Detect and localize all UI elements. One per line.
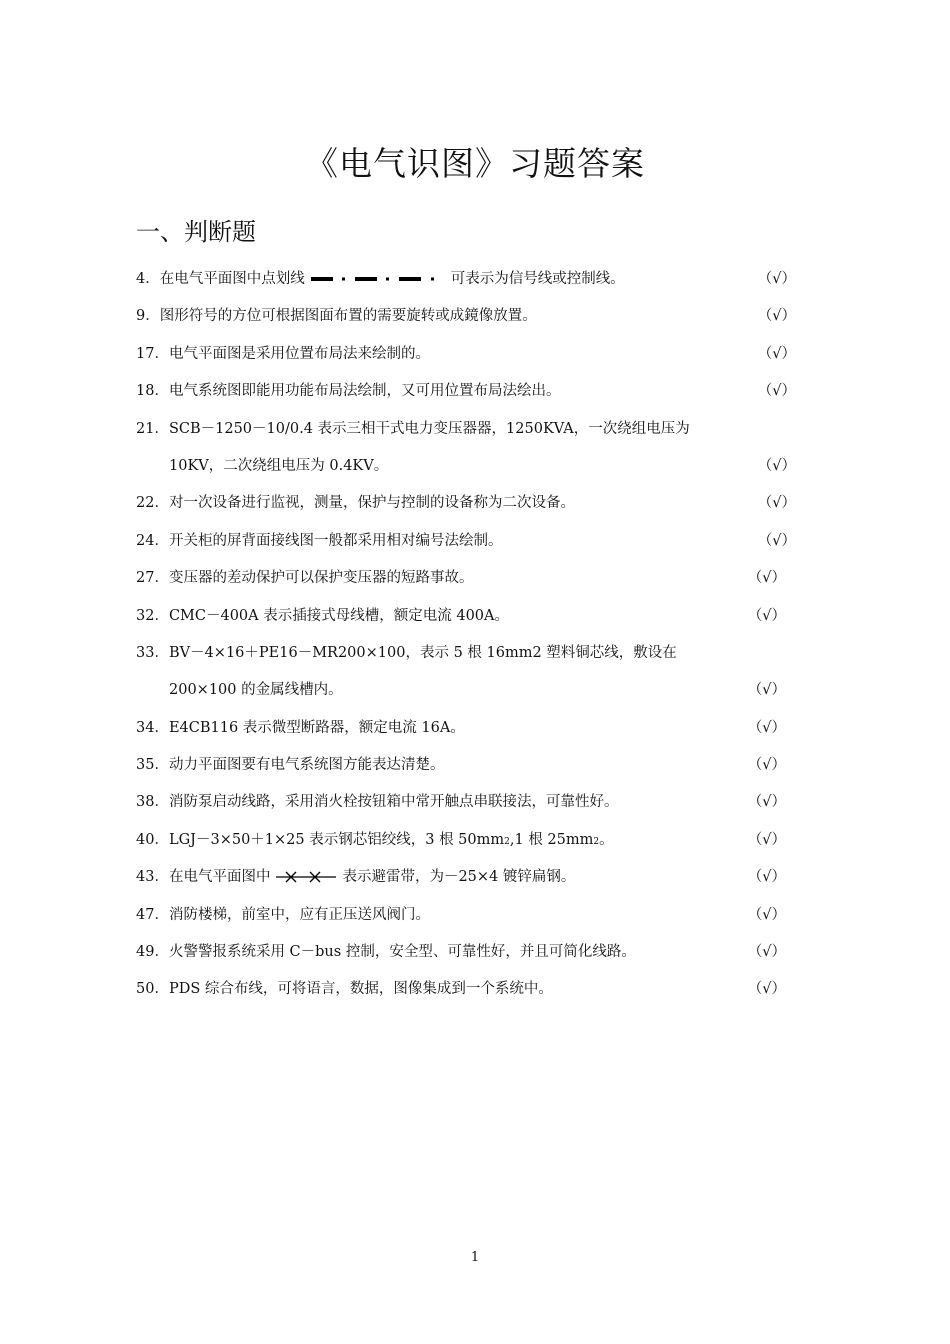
answer-mark: （√） — [747, 757, 786, 774]
answer-mark: （√） — [757, 271, 796, 287]
page-number: 1 — [470, 1250, 480, 1265]
question-49: 49．火警警报系统采用 C－bus 控制，安全型、可靠性好，并且可简化线路。 （√） — [136, 938, 796, 975]
question-21: 21．SCB－1250－10/0.4 表示三相干式电力变压器器，1250KVA，一次绕组电压为 — [136, 420, 690, 437]
answer-mark: （√） — [747, 570, 786, 587]
question-32: 32．CMC－400A 表示插接式母线槽，额定电流 400A。 （√） — [136, 602, 796, 639]
lightning-belt-symbol — [276, 871, 336, 883]
answer-mark: （√） — [757, 308, 796, 325]
question-21-continued: 10KV，二次绕组电压为 0.4KV。 （√） — [136, 452, 796, 489]
question-33-continued: 200×100 的金属线槽内。 （√） — [136, 676, 796, 713]
answer-mark: （√） — [747, 607, 786, 624]
question-38: 38．消防泵启动线路，采用消火栓按钮箱中常开触点串联接法，可靠性好。 （√） — [136, 788, 796, 825]
question-list — [136, 265, 796, 1013]
question-22: 22．对一次设备进行监视，测量，保护与控制的设备称为二次设备。 （√） — [136, 489, 796, 526]
answer-mark: （√） — [747, 944, 786, 961]
answer-mark: （√） — [747, 906, 786, 923]
question-18: 18．电气系统图即能用功能布局法绘制，又可用位置布局法绘出。 （√） — [136, 377, 796, 414]
question-24: 24．开关柜的屏背面接线图一般都采用相对编号法绘制。 （√） — [136, 527, 796, 564]
question-43: 43．在电气平面图中 表示避雷带，为－25×4 镀锌扁钢。 （√） — [136, 863, 796, 900]
answer-mark: （√） — [757, 495, 796, 512]
question-27: 27．变压器的差动保护可以保护变压器的短路事故。 （√） — [136, 564, 796, 601]
question-34: 34．E4CB116 表示微型断路器，额定电流 16A。 （√） — [136, 714, 796, 751]
answer-mark: （√） — [747, 682, 786, 699]
answer-mark: （√） — [757, 383, 796, 400]
question-9: 9．图形符号的方位可根据图面布置的需要旋转或成鏡像放置。 （√） — [136, 302, 796, 339]
question-33: 33．BV－4×16＋PE16－MR200×100，表示 5 根 16mm2 塑料铜芯线，敷设在 — [136, 644, 677, 661]
page-title: 《电气识图》习题答案 — [305, 144, 645, 183]
answer-mark: （√） — [747, 981, 786, 998]
question-17: 17．电气平面图是采用位置布局法来绘制的。 （√） — [136, 340, 796, 377]
answer-mark: （√） — [747, 719, 786, 736]
question-50: 50．PDS 综合布线，可将语言，数据，图像集成到一个系统中。 （√） — [136, 975, 796, 1012]
question-4: 4．在电气平面图中点划线 可表示为信号线或控制线。 （√） — [136, 265, 796, 302]
answer-mark: （√） — [747, 831, 786, 848]
question-47: 47．消防楼梯，前室中，应有正压送风阀门。 （√） — [136, 901, 796, 938]
section-heading: 一、判断题 — [136, 218, 256, 246]
answer-mark: （√） — [747, 794, 786, 811]
question-40: 40．LGJ－3×50＋1×25 表示钢芯铝绞线，3 根 50mm2,1 根 25mm2。 （√） — [136, 826, 796, 863]
question-35: 35．动力平面图要有电气系统图方能表达清楚。 （√） — [136, 751, 796, 788]
dash-dot-line-symbol — [311, 275, 445, 283]
answer-mark: （√） — [757, 457, 796, 474]
answer-mark: （√） — [747, 869, 786, 886]
answer-mark: （√） — [757, 532, 796, 549]
answer-mark: （√） — [757, 345, 796, 362]
